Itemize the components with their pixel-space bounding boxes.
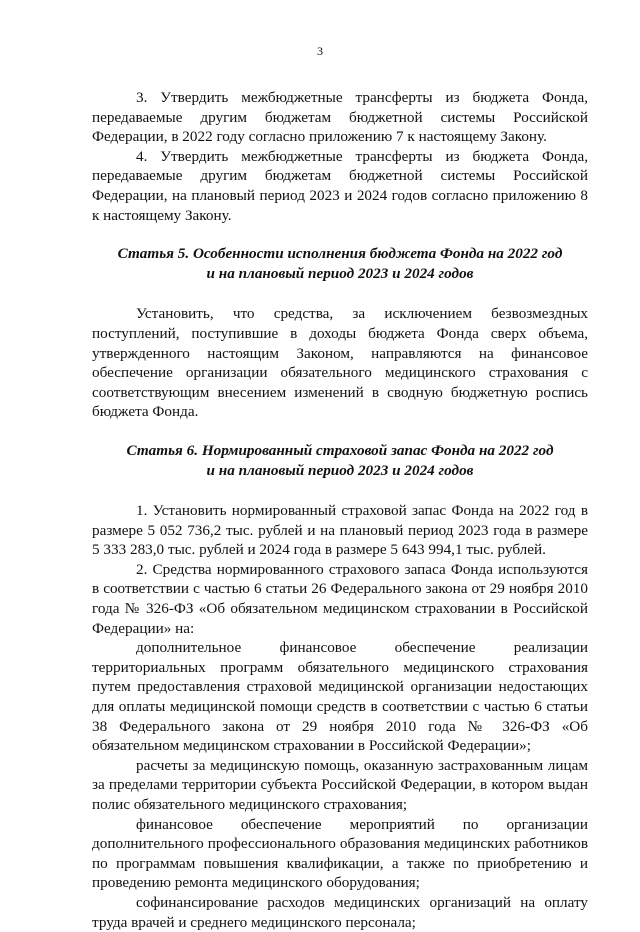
article6-paragraph-3: дополнительное финансовое обеспечение реализации территориальных программ обязательного медицинского страхования путем предоставления страховой медицинской организации недостающих для оплаты медицинской помощи средств в соответствии с частью 6 статьи 38 Федерального закона от 29 ноября 2010 года № 326-ФЗ «Об обязательном медицинском страховании в Российской Федерации»; [92, 639, 588, 755]
article4-item-4: 4. Утвердить межбюджетные трансферты из бюджета Фонда, передаваемые другим бюджетам бюджетной системы Российской Федерации, на плановый период 2023 и 2024 годов согласно приложению 8 к настоящему Закону. [92, 147, 588, 224]
article6-paragraph-4: расчеты за медицинскую помощь, оказанную застрахованным лицам за пределами территории субъекта Российской Федерации, в котором выдан полис обязательного медицинского страхования; [92, 756, 588, 813]
article6-paragraph-1: 1. Установить нормированный страховой запас Фонда на 2022 год в размере 5 052 736,2 тыс. рублей и на плановый период 2023 года в размере 5 333 283,0 тыс. рублей и 2024 года в размере 5 643 994,1 тыс. рублей. [92, 502, 588, 559]
document-body [92, 88, 588, 932]
article6-paragraph-2: 2. Средства нормированного страхового запаса Фонда используются в соответствии с частью 6 статьи 26 Федерального закона от 29 ноября 2010 года № 326-ФЗ «Об обязательном медицинском страховании в Российской Федерации» на: [92, 560, 588, 637]
article6-title-line2: и на плановый период 2023 и 2024 годов [206, 461, 474, 479]
article5-title-line1: Статья 5. Особенности исполнения бюджета Фонда на 2022 год [117, 245, 563, 263]
page-number: 3 [317, 44, 323, 58]
article5-text: Установить, что средства, за исключением безвозмездных поступлений, поступившие в доходы бюджета Фонда сверх объема, утвержденного настоящим Законом, направляются на финансовое обеспечение организации обязательного медицинского страхования с соответствующим внесением изменений в сводную бюджетную роспись бюджета Фонда. [92, 305, 588, 421]
article4-item-3: 3. Утвердить межбюджетные трансферты из бюджета Фонда, передаваемые другим бюджетам бюджетной системы Российской Федерации, в 2022 году согласно приложению 7 к настоящему Закону. [92, 89, 588, 146]
article5-title-line2: и на плановый период 2023 и 2024 годов [206, 264, 474, 282]
article5-heading [92, 244, 588, 283]
article6-paragraph-6: софинансирование расходов медицинских организаций на оплату труда врачей и среднего медицинского персонала; [92, 893, 588, 931]
article6-paragraph-5: финансовое обеспечение мероприятий по организации дополнительного профессионального образования медицинских работников по программам повышения квалификации, а также по приобретению и проведению ремонта медицинского оборудования; [92, 815, 588, 892]
article6-title-line1: Статья 6. Нормированный страховой запас Фонда на 2022 год [126, 441, 554, 459]
article6-heading [92, 441, 588, 480]
